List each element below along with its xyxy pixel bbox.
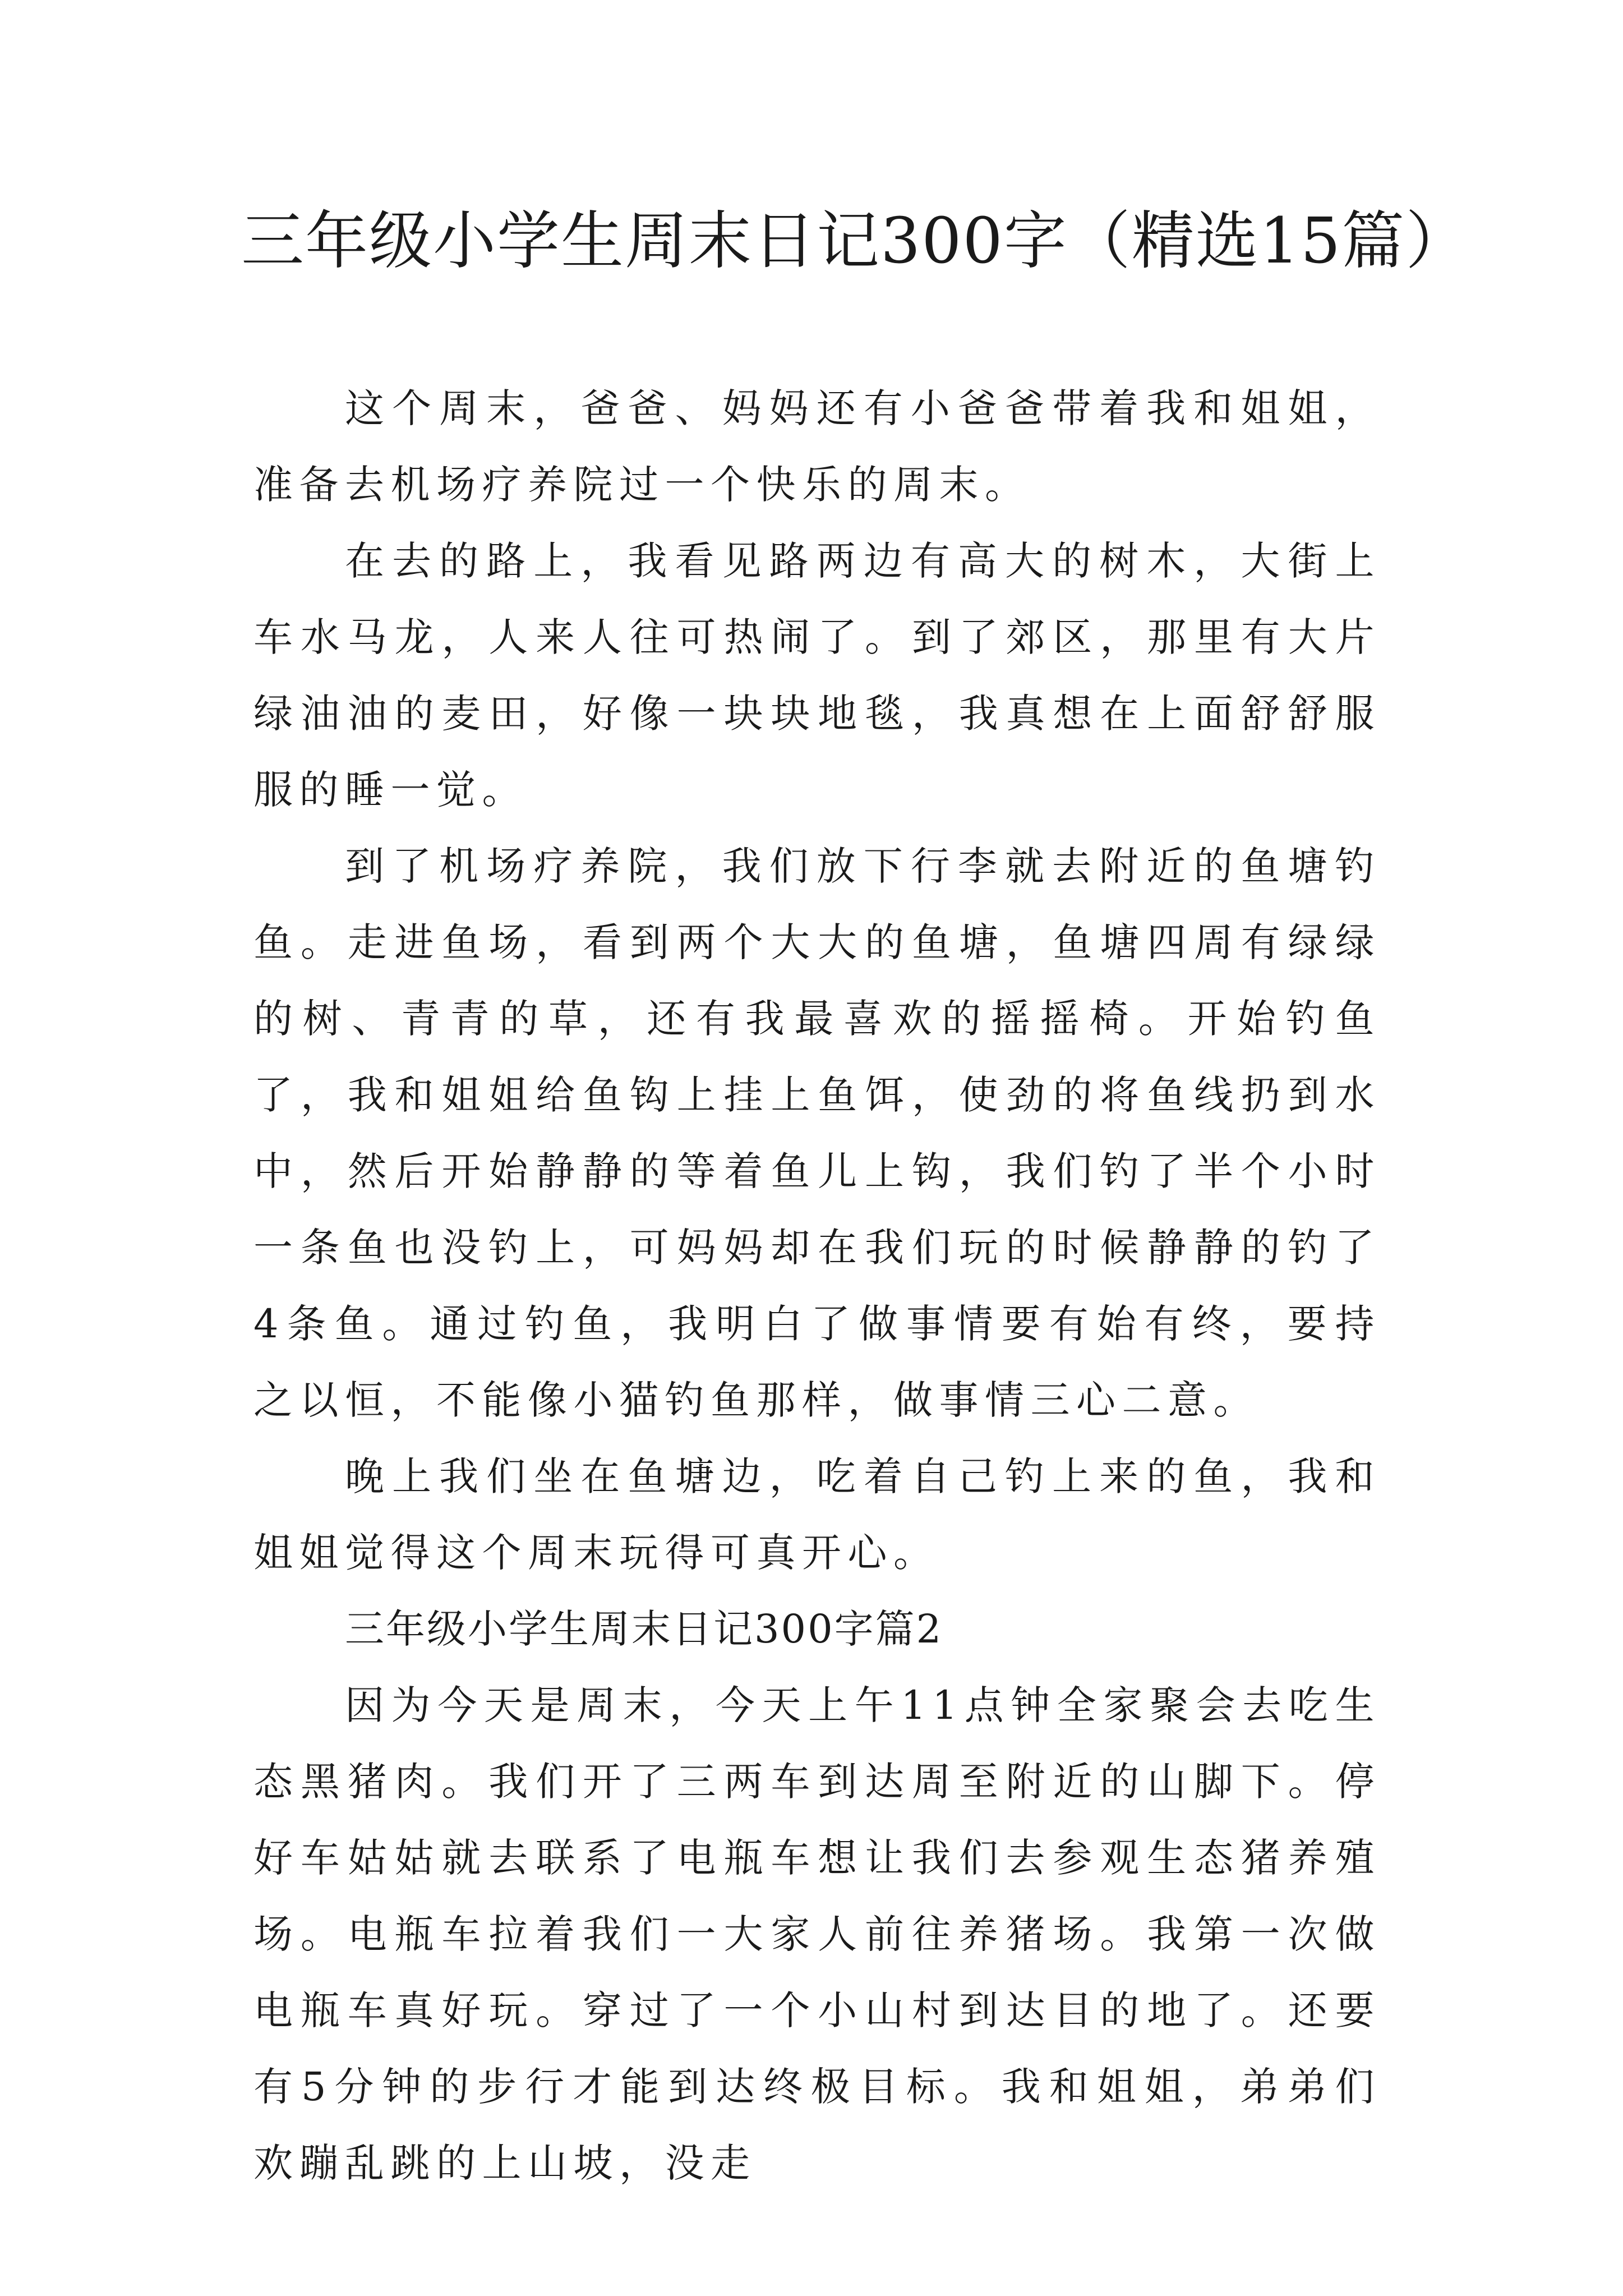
paragraph-4: 晚上我们坐在鱼塘边，吃着自己钓上来的鱼，我和姐姐觉得这个周末玩得可真开心。 [253,1453,1381,1576]
document-body [253,370,1381,2201]
paragraph-1: 这个周末，爸爸、妈妈还有小爸爸带着我和姐姐，准备去机场疗养院过一个快乐的周末。 [253,385,1381,508]
section-heading: 三年级小学生周末日记300字篇2 [345,1606,943,1652]
document-title: 三年级小学生周末日记300字（精选15篇） [241,205,1470,278]
paragraph-3: 到了机场疗养院，我们放下行李就去附近的鱼塘钓鱼。走进鱼场，看到两个大大的鱼塘，鱼塘四周有绿绿的树、青青的草，还有我最喜欢的摇摇椅。开始钓鱼了，我和姐姐给鱼钩上挂上鱼饵，使劲的将鱼线扔到水中，然后开始静静的等着鱼儿上钩，我们钓了半个小时一条鱼也没钓上，可妈妈却在我们玩的时候静静的钓了4条鱼。通过钓鱼，我明白了做事情要有始有终，要持之以恒，不能像小猫钓鱼那样，做事情三心二意。 [253,843,1381,1423]
paragraph-2: 在去的路上，我看见路两边有高大的树木，大街上车水马龙，人来人往可热闹了。到了郊区，那里有大片绿油油的麦田，好像一块块地毯，我真想在上面舒舒服服的睡一觉。 [253,538,1381,813]
paragraph-5: 因为今天是周末，今天上午11点钟全家聚会去吃生态黑猪肉。我们开了三两车到达周至附近的山脚下。停好车姑姑就去联系了电瓶车想让我们去参观生态猪养殖场。电瓶车拉着我们一大家人前往养猪场。我第一次做电瓶车真好玩。穿过了一个小山村到达目的地了。还要有5分钟的步行才能到达终极目标。我和姐姐，弟弟们欢蹦乱跳的上山坡，没走 [253,1682,1381,2186]
